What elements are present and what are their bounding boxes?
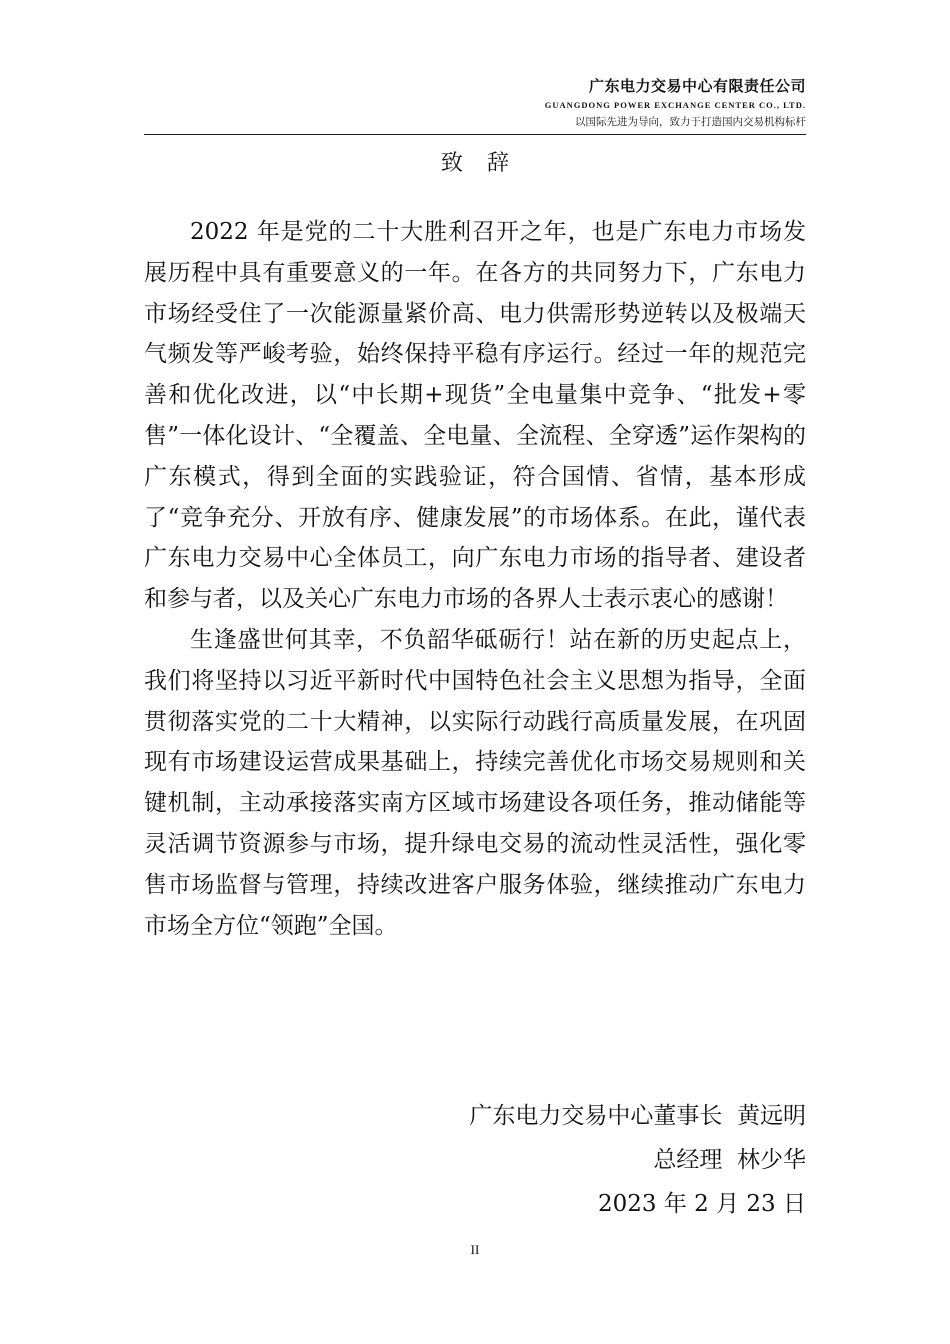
page-title: 致辞 <box>440 151 533 176</box>
company-name-cn: 广东电力交易中心有限责任公司 <box>588 77 806 95</box>
header-divider <box>144 134 806 135</box>
company-slogan: 以国际先进为导向，致力于打造国内交易机构标杆 <box>575 116 806 128</box>
paragraph-2: 生逢盛世何其幸，不负韶华砥砺行！站在新的历史起点上，我们将坚持以习近平新时代中国特色社会主义思想为指导，全面贯彻落实党的二十大精神，以实际行动践行高质量发展，在巩固现有市场建设运营成果基础上，持续完善优化市场交易规则和关键机制，主动承接落实南方区域市场建设各项任务，推动储能等灵活调节资源参与市场，提升绿电交易的流动性灵活性，强化零售市场监督与管理，持续改进客户服务体验，继续推动广东电力市场全方位“领跑”全国。 <box>144 626 806 939</box>
paragraph-1: 2022 年是党的二十大胜利召开之年，也是广东电力市场发展历程中具有重要意义的一年。在各方的共同努力下，广东电力市场经受住了一次能源量紧价高、电力供需形势逆转以及极端天气频发等严峻考验，始终保持平稳有序运行。经过一年的规范完善和优化改进，以“中长期+现货”全电量集中竞争、“批发+零售”一体化设计、“全覆盖、全电量、全流程、全穿透”运作架构的广东模式，得到全面的实践验证，符合国情、省情，基本形成了“竞争充分、开放有序、健康发展”的市场体系。在此，谨代表广东电力交易中心全体员工，向广东电力市场的指导者、建设者和参与者，以及关心广东电力市场的各界人士表示衷心的感谢！ <box>144 219 806 613</box>
signature-block <box>469 1094 806 1226</box>
letter-body <box>144 212 806 946</box>
company-name-en: GUANGDONG POWER EXCHANGE CENTER CO., LTD. <box>544 100 806 110</box>
letterhead <box>545 76 806 129</box>
signature-chairman: 广东电力交易中心董事长 黄远明 <box>469 1103 806 1129</box>
signature-general-manager: 总经理 林少华 <box>653 1147 806 1173</box>
page-number: II <box>470 1242 480 1257</box>
signature-date: 2023 年 2 月 23 日 <box>598 1191 806 1217</box>
